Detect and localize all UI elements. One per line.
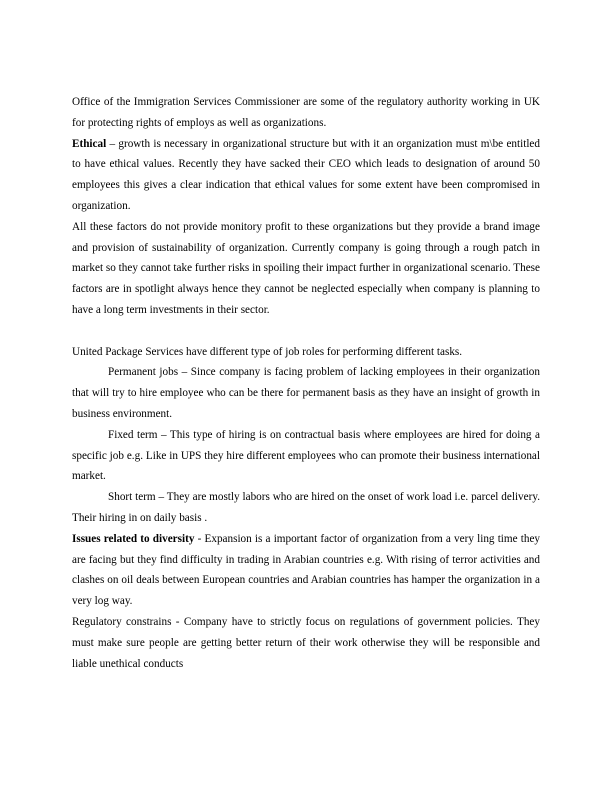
paragraph-regulatory-authority: Office of the Immigration Services Commissioner are some of the regulatory authority working in UK for protecting rights of employs as well as organizations. [72,96,540,129]
paragraph-ethical [72,134,540,217]
ethical-heading: Ethical [72,137,107,150]
ethical-text: – growth is necessary in organizational structure but with it an organization must m\be entitled to have ethical values. Recently they have sacked their CEO which leads to designation of around 50 employees this gives a clear indication that ethical values for some extent have been compromised in organization. [72,137,540,212]
paragraph-factors: All these factors do not provide monitory profit to these organizations but they provide a brand image and provision of sustainability of organization. Currently company is going through a rough patch in market so they cannot take further risks in spoiling their impact further in organizational scenario. These factors are in spotlight always hence they cannot be neglected especially when company is planning to have a long term investments in their sector. [72,220,540,316]
paragraph-job-roles: United Package Services have different type of job roles for performing different tasks. [72,345,463,358]
paragraph-short-term: Short term – They are mostly labors who are hired on the onset of work load i.e. parcel delivery. Their hiring in on daily basis . [72,491,540,524]
diversity-heading: Issues related to diversity [72,532,195,545]
paragraph-fixed-term: Fixed term – This type of hiring is on contractual basis where employees are hired for doing a specific job e.g. Like in UPS they hire different employees who can promote their business international market. [72,428,540,483]
paragraph-permanent-jobs: Permanent jobs – Since company is facing problem of lacking employees in their organization that will try to hire employee who can be there for permanent basis as they have an insight of growth in business environment. [72,366,540,420]
diversity-text: - Expansion is a important factor of organization from a very ling time they are facing but they find difficulty in trading in Arabian countries e.g. With rising of terror activities and clashes on oil deals between European countries and Arabian countries has hamper the organization in a very log way. [72,532,541,608]
paragraph-regulatory-constraints: Regulatory constrains - Company have to strictly focus on regulations of government policies. They must make sure people are getting better return of their work otherwise they will be responsible and liable unethical conducts [72,615,540,670]
paragraph-diversity [72,529,540,612]
